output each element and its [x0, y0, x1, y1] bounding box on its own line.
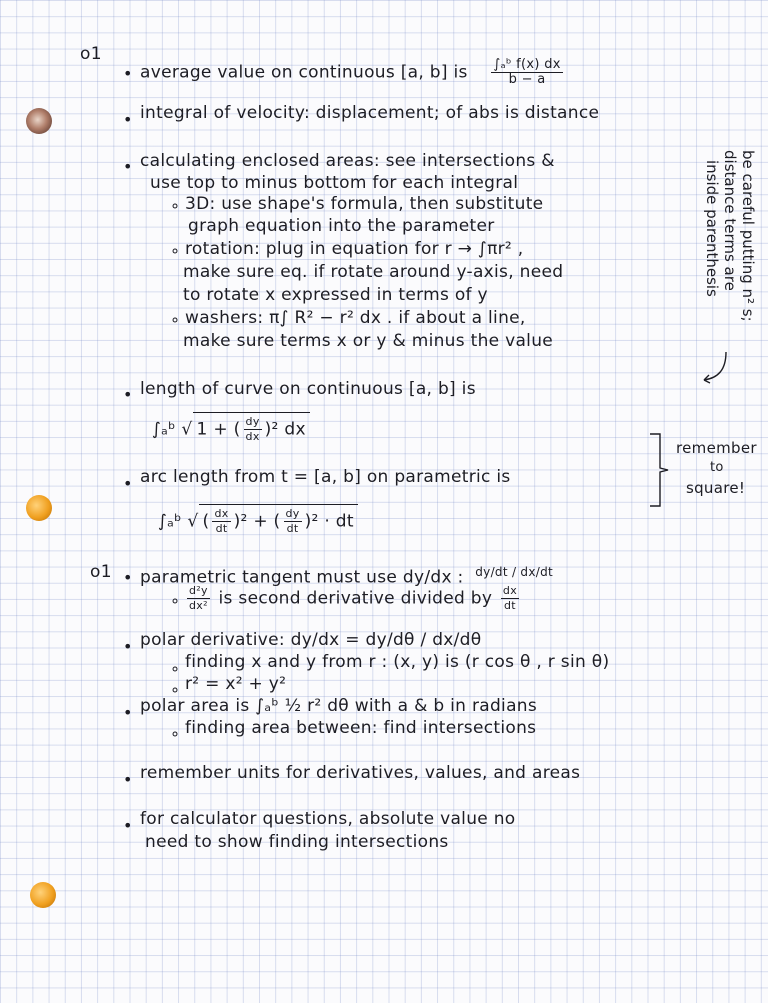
margin-mark: o1	[90, 562, 112, 582]
fraction-numerator: dx	[214, 507, 229, 520]
fraction-denominator: dt	[504, 599, 516, 612]
note-small-fraction: dy/dt / dx/dt	[475, 565, 553, 579]
formula-part: )² + (	[233, 511, 281, 532]
fraction-numerator: ∫ₐᵇ f(x) dx	[493, 57, 561, 72]
bullet: •	[123, 703, 133, 722]
side-note-line3: inside parenthesis	[703, 160, 721, 297]
margin-mark: o1	[80, 44, 102, 64]
bullet: •	[123, 64, 133, 83]
note-curve-length: length of curve on continuous [a, b] is	[140, 379, 476, 399]
note-calculator-line2: need to show finding intersections	[145, 832, 449, 852]
sub-bullet: ∘	[170, 724, 181, 743]
formula-part: )² dx	[264, 419, 306, 440]
fraction-denominator: dx	[245, 430, 260, 443]
note-3d-line1: 3D: use shape's formula, then substitute	[185, 194, 544, 214]
formula-radicand	[199, 504, 358, 536]
fraction-numerator: dy	[245, 415, 260, 428]
curved-arrow-icon	[696, 348, 736, 388]
note-rotation-line3: to rotate x expressed in terms of y	[183, 285, 488, 305]
fraction-denominator: dx²	[189, 599, 208, 612]
bullet: •	[123, 816, 133, 835]
sub-bullet: ∘	[170, 196, 181, 215]
fraction-numerator: dx	[502, 584, 518, 597]
bullet: •	[123, 568, 133, 587]
side-note-line1: be careful putting n² s;	[739, 150, 757, 322]
fraction-d2y-dx2	[187, 584, 210, 613]
formula-part: (	[202, 511, 210, 532]
side-note-line2: distance terms are	[721, 150, 739, 291]
formula-integral: ∫ₐᵇ √	[158, 511, 199, 532]
punch-hole	[26, 108, 52, 134]
sub-bullet: ∘	[170, 591, 181, 610]
fraction-dx-dt	[501, 584, 519, 613]
note-polar-derivative: polar derivative: dy/dx = dy/dθ / dx/dθ	[140, 630, 482, 650]
note-rotation-line2: make sure eq. if rotate around y-axis, need	[183, 262, 564, 282]
note-washers-line2: make sure terms x or y & minus the value	[183, 331, 554, 351]
formula-curve-length	[152, 412, 310, 444]
note-second-derivative	[184, 584, 522, 613]
remember-line3: square!	[686, 479, 746, 497]
fraction-denominator: dt	[215, 522, 228, 535]
note-enclosed-line2: use top to minus bottom for each integral	[150, 173, 519, 193]
sub-bullet: ∘	[170, 310, 181, 329]
fraction-numerator: d²y	[189, 584, 208, 597]
note-calculator-line1: for calculator questions, absolute value no	[140, 809, 516, 829]
note-units: remember units for derivatives, values, and areas	[140, 763, 581, 783]
bracket-icon	[648, 432, 672, 508]
note-polar-between: finding area between: find intersections	[185, 718, 537, 738]
bullet: •	[123, 110, 133, 129]
note-text: average value on continuous [a, b] is	[140, 62, 468, 83]
fraction-numerator: dy	[285, 507, 300, 520]
formula-arc-length	[158, 504, 358, 536]
sub-bullet: ∘	[170, 241, 181, 260]
note-rotation-line1: rotation: plug in equation for r → ∫πr² ,	[185, 239, 524, 259]
note-average-value	[140, 58, 566, 87]
note-washers-line1: washers: π∫ R² − r² dx . if about a line,	[185, 308, 526, 328]
bullet: •	[123, 157, 133, 176]
note-polar-area: polar area is ∫ₐᵇ ½ r² dθ with a & b in radians	[140, 696, 538, 716]
note-polar-xy: finding x and y from r : (x, y) is (r cos θ , r sin θ)	[185, 652, 610, 672]
note-3d-line2: graph equation into the parameter	[188, 216, 495, 236]
bullet: •	[123, 637, 133, 656]
note-polar-r2: r² = x² + y²	[185, 674, 287, 694]
note-velocity: integral of velocity: displacement; of abs is distance	[140, 103, 600, 123]
fraction-dy-dt	[284, 507, 302, 536]
punch-hole	[26, 495, 52, 521]
formula-integral: ∫ₐᵇ √	[152, 419, 193, 440]
bullet: •	[123, 474, 133, 493]
formula-radicand	[193, 412, 310, 444]
fraction-dx-dt	[212, 507, 230, 536]
note-text: parametric tangent must use dy/dx :	[140, 567, 464, 588]
bullet: •	[123, 385, 133, 404]
formula-part: 1 + (	[196, 419, 241, 440]
fraction-dy-dx	[244, 415, 262, 444]
bullet: •	[123, 770, 133, 789]
fraction-denominator: dt	[286, 522, 299, 535]
note-arc-length: arc length from t = [a, b] on parametric is	[140, 467, 511, 487]
fraction-denominator: b − a	[508, 72, 546, 87]
note-enclosed-line1: calculating enclosed areas: see intersections &	[140, 151, 555, 171]
fraction	[491, 58, 562, 87]
remember-line2: to	[710, 460, 724, 475]
punch-hole	[30, 882, 56, 908]
formula-part: )² · dt	[304, 511, 354, 532]
sub-bullet: ∘	[170, 680, 181, 699]
remember-line1: remember	[676, 439, 757, 457]
note-text: is second derivative divided by	[218, 588, 493, 609]
sub-bullet: ∘	[170, 659, 181, 678]
